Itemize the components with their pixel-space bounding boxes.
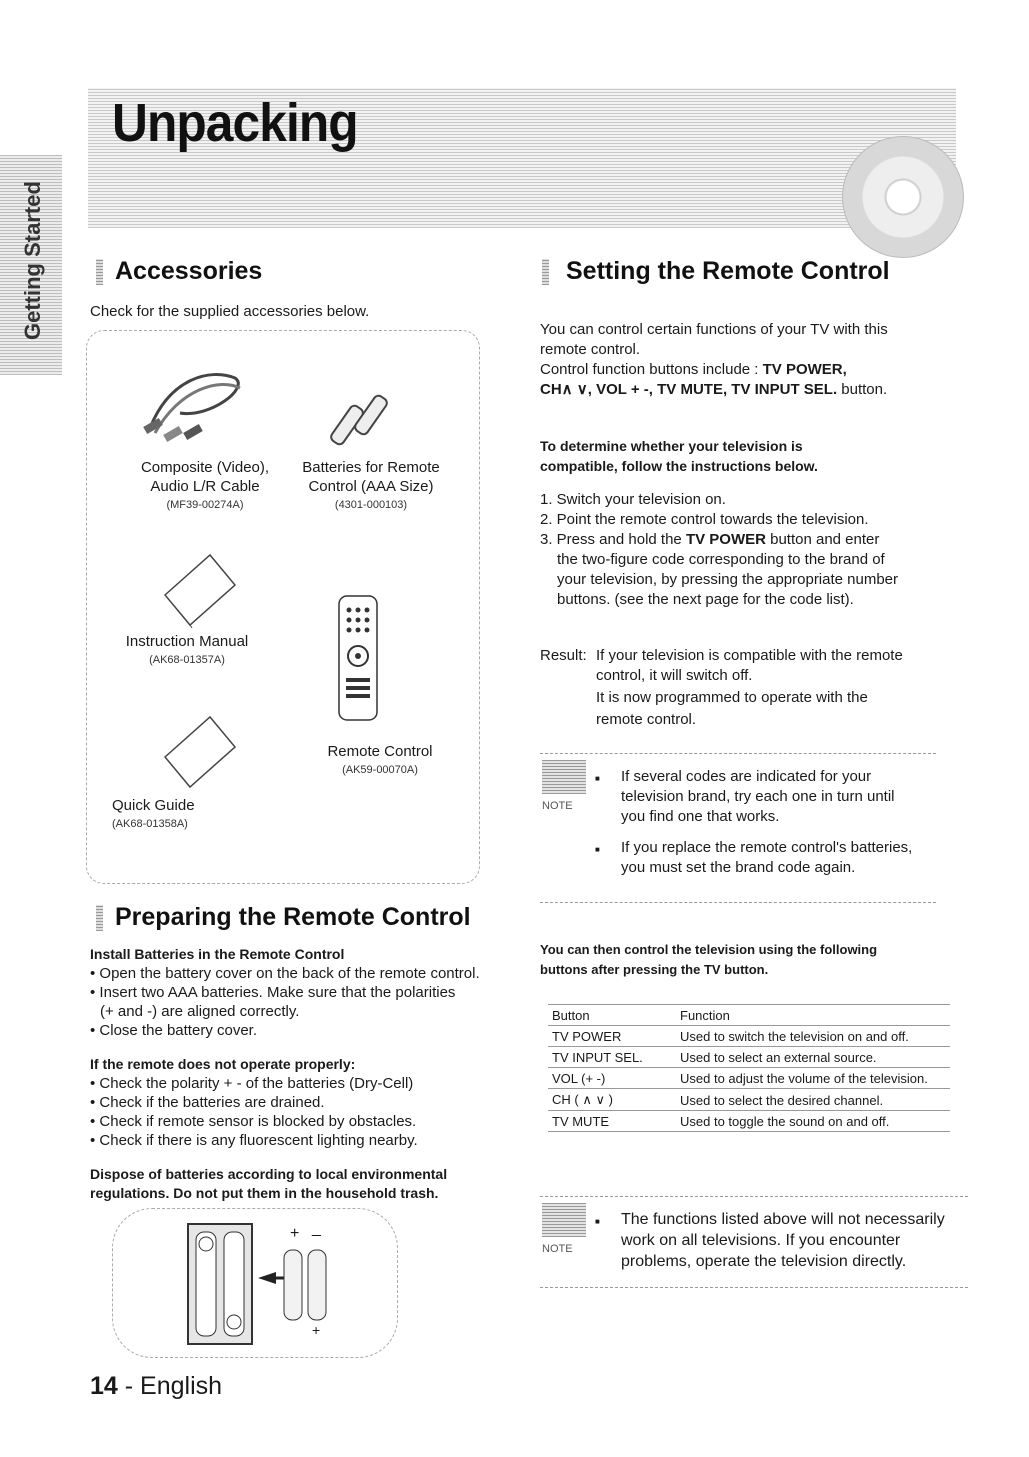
- note-text: you find one that works.: [621, 808, 780, 825]
- section-marker: [96, 259, 103, 285]
- setting-intro: remote control.: [540, 341, 641, 358]
- note-label: NOTE: [542, 1243, 573, 1255]
- remote-control-icon: [337, 594, 379, 722]
- side-tab-label: Getting Started: [20, 181, 45, 340]
- note-text: ■ If several codes are indicated for your: [621, 767, 871, 787]
- manual-icon: [160, 550, 240, 630]
- determine-title: compatible, follow the instructions below.: [540, 458, 818, 474]
- setting-intro: CH∧ ∨, VOL + -, TV MUTE, TV INPUT SEL. button.: [540, 381, 888, 398]
- table-cell: TV INPUT SEL.: [548, 1047, 676, 1068]
- table-row: [548, 1068, 950, 1089]
- note-label: NOTE: [542, 800, 573, 812]
- accessory-batteries-label: Batteries for Remote Control (AAA Size) (4301-000103): [302, 459, 440, 511]
- result-text: remote control.: [596, 711, 697, 728]
- table-row: [548, 1047, 950, 1068]
- dispose-line: regulations. Do not put them in the household trash.: [90, 1185, 439, 1201]
- install-step: • Insert two AAA batteries. Make sure that the polarities: [90, 984, 456, 1001]
- step-item: the two-figure code corresponding to the brand of: [557, 551, 885, 568]
- section-marker: [96, 905, 103, 931]
- setting-heading: Setting the Remote Control: [566, 257, 890, 285]
- trouble-step: • Check if the batteries are drained.: [90, 1094, 325, 1111]
- then-text: You can then control the television using the following: [540, 942, 878, 957]
- accessory-remote-label: Remote Control (AK59-00070A): [327, 743, 433, 776]
- trouble-step: • Check if remote sensor is blocked by obstacles.: [90, 1113, 417, 1130]
- setting-intro: You can control certain functions of your TV with this: [540, 321, 888, 338]
- page-language: English: [140, 1372, 223, 1400]
- step-item: your television, by pressing the appropriate number: [557, 571, 899, 588]
- result-label: Result:: [540, 647, 587, 664]
- then-text: buttons after pressing the TV button.: [540, 962, 769, 977]
- install-step: (+ and -) are aligned correctly.: [100, 1003, 300, 1020]
- note-icon: [542, 1203, 586, 1237]
- result-text: If your television is compatible with the remote: [596, 647, 903, 664]
- note-icon: [542, 760, 586, 794]
- note-text: you must set the brand code again.: [621, 859, 856, 876]
- table-header: Function: [676, 1005, 950, 1026]
- function-table: [548, 1004, 950, 1132]
- table-cell: Used to select an external source.: [676, 1047, 950, 1068]
- determine-title: To determine whether your television is: [540, 438, 803, 454]
- table-row: [548, 1026, 950, 1047]
- page-title: Unpacking: [112, 93, 358, 153]
- accessories-heading: Accessories: [115, 257, 263, 285]
- table-cell: VOL (+ -): [548, 1068, 676, 1089]
- step-item: 3. Press and hold the TV POWER button and enter: [540, 531, 880, 548]
- install-title: Install Batteries in the Remote Control: [90, 946, 345, 962]
- page-footer: 14 - English: [90, 1372, 223, 1400]
- table-cell: Used to adjust the volume of the television.: [676, 1068, 950, 1089]
- av-cable-icon: [140, 358, 250, 448]
- trouble-step: • Check if there is any fluorescent lighting nearby.: [90, 1132, 418, 1149]
- note-text: work on all televisions. If you encounter: [621, 1232, 901, 1249]
- table-cell: TV MUTE: [548, 1111, 676, 1132]
- table-header-row: [548, 1005, 950, 1026]
- table-cell: Used to switch the television on and off.: [676, 1026, 950, 1047]
- section-marker: [542, 259, 549, 285]
- dispose-line: Dispose of batteries according to local environmental: [90, 1166, 448, 1182]
- step-item: 1. Switch your television on.: [540, 491, 726, 508]
- table-cell: Used to select the desired channel.: [676, 1089, 950, 1111]
- install-step: • Close the battery cover.: [90, 1022, 257, 1039]
- trouble-title: If the remote does not operate properly:: [90, 1056, 356, 1072]
- trouble-step: • Check the polarity + - of the batteries (Dry-Cell): [90, 1075, 414, 1092]
- result-text: control, it will switch off.: [596, 667, 753, 684]
- setting-intro: Control function buttons include : TV POWER,: [540, 361, 847, 378]
- step-item: 2. Point the remote control towards the television.: [540, 511, 869, 528]
- accessory-cable-label: Composite (Video), Audio L/R Cable (MF39-00274A): [140, 459, 270, 511]
- note-text: ■ The functions listed above will not necessarily: [621, 1210, 945, 1230]
- note-text: television brand, try each one in turn until: [621, 788, 895, 805]
- table-header: Button: [548, 1005, 676, 1026]
- note-text: ■ If you replace the remote control's batteries,: [621, 838, 912, 858]
- note-text: problems, operate the television directly.: [621, 1253, 907, 1270]
- table-cell: TV POWER: [548, 1026, 676, 1047]
- disc-icon: [842, 136, 964, 258]
- accessories-intro: Check for the supplied accessories below.: [90, 303, 370, 320]
- accessory-quick-guide-label: Quick Guide (AK68-01358A): [112, 797, 195, 830]
- table-row: [548, 1089, 950, 1111]
- diagram-minus-label: _: [312, 1220, 321, 1237]
- battery-insert-diagram: [186, 1222, 346, 1346]
- step-item: buttons. (see the next page for the code list).: [557, 591, 854, 608]
- table-row: [548, 1111, 950, 1132]
- diagram-plus-label: +: [290, 1225, 300, 1242]
- table-cell: CH ( ∧ ∨ ): [548, 1089, 676, 1111]
- accessory-manual-label: Instruction Manual (AK68-01357A): [125, 633, 249, 666]
- result-text: It is now programmed to operate with the: [596, 689, 868, 706]
- preparing-heading: Preparing the Remote Control: [115, 903, 471, 931]
- quick-guide-icon: [160, 712, 240, 792]
- batteries-icon: [330, 380, 400, 450]
- install-step: • Open the battery cover on the back of the remote control.: [90, 965, 480, 982]
- table-cell: Used to toggle the sound on and off.: [676, 1111, 950, 1132]
- diagram-plus-label: +: [312, 1322, 321, 1338]
- page-number: 14: [90, 1372, 118, 1400]
